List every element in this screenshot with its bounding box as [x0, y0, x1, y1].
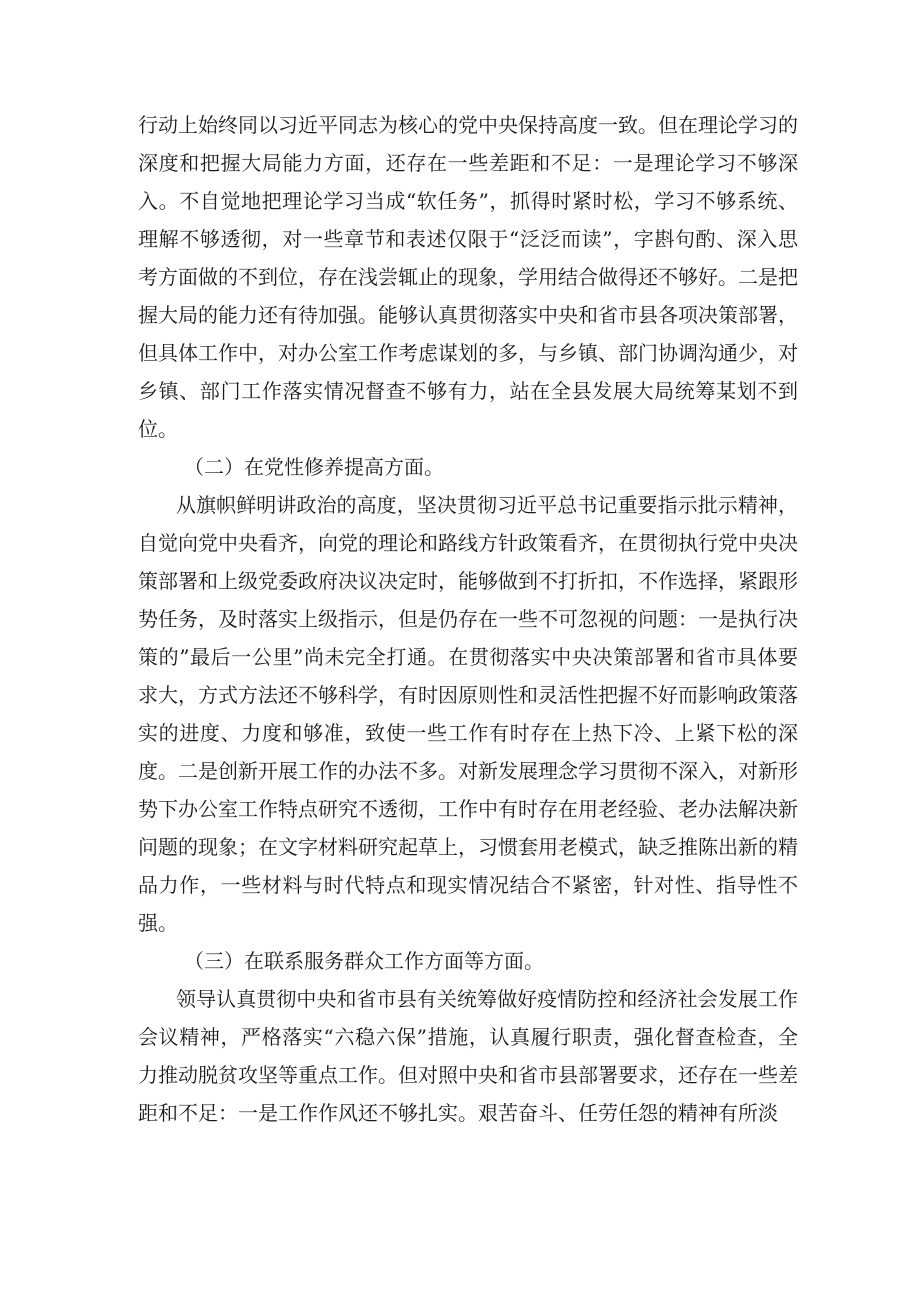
document-page [138, 106, 798, 1132]
body-paragraph-2: 从旗帜鲜明讲政治的高度，坚决贯彻习近平总书记重要指示批示精神，自觉向党中央看齐，向党的理论和路线方针政策看齐，在贯彻执行党中央决策部署和上级党委政府决议决定时，能够做到不打折扣，不作选择，紧跟形势任务，及时落实上级指示，但是仍存在一些不可忽视的问题：一是执行决策的”最后一公里”尚未完全打通。在贯彻落实中央决策部署和省市具体要求大，方式方法还不够科学，有时因原则性和灵活性把握不好而影响政策落实的进度、力度和够准，致使一些工作有时存在上热下冷、上紧下松的深度。二是创新开展工作的办法不多。对新发展理念学习贯彻不深入，对新形势下办公室工作特点研究不透彻，工作中有时存在用老经验、老办法解决新问题的现象；在文字材料研究起草上，习惯套用老模式，缺乏推陈出新的精品力作，一些材料与时代特点和现实情况结合不紧密，针对性、指导性不强。 [138, 493, 798, 935]
body-paragraph-1: 行动上始终同以习近平同志为核心的党中央保持高度一致。但在理论学习的深度和把握大局能力方面，还存在一些差距和不足：一是理论学习不够深入。不自觉地把理论学习当成“软任务”，抓得时紧时松，学习不够系统、理解不够透彻，对一些章节和表述仅限于“泛泛而读”，字斟句酌、深入思考方面做的不到位，存在浅尝辄止的现象，学用结合做得还不够好。二是把握大局的能力还有待加强。能够认真贯彻落实中央和省市县各项决策部署，但具体工作中，对办公室工作考虑谋划的多，与乡镇、部门协调沟通少，对乡镇、部门工作落实情况督查不够有力，站在全县发展大局统筹某划不到位。 [138, 113, 798, 441]
body-paragraph-3: 领导认真贯彻中央和省市县有关统筹做好疫情防控和经济社会发展工作会议精神，严格落实“六稳六保”措施，认真履行职责，强化督查检查，全力推动脱贫攻坚等重点工作。但对照中央和省市县部署要求，还存在一些差距和不足：一是工作作风还不够扎实。艰苦奋斗、任劳任怨的精神有所淡 [138, 987, 798, 1125]
section-heading-2: （二）在党性修养提高方面。 [184, 455, 444, 479]
section-heading-3: （三）在联系服务群众工作方面等方面。 [184, 949, 544, 973]
